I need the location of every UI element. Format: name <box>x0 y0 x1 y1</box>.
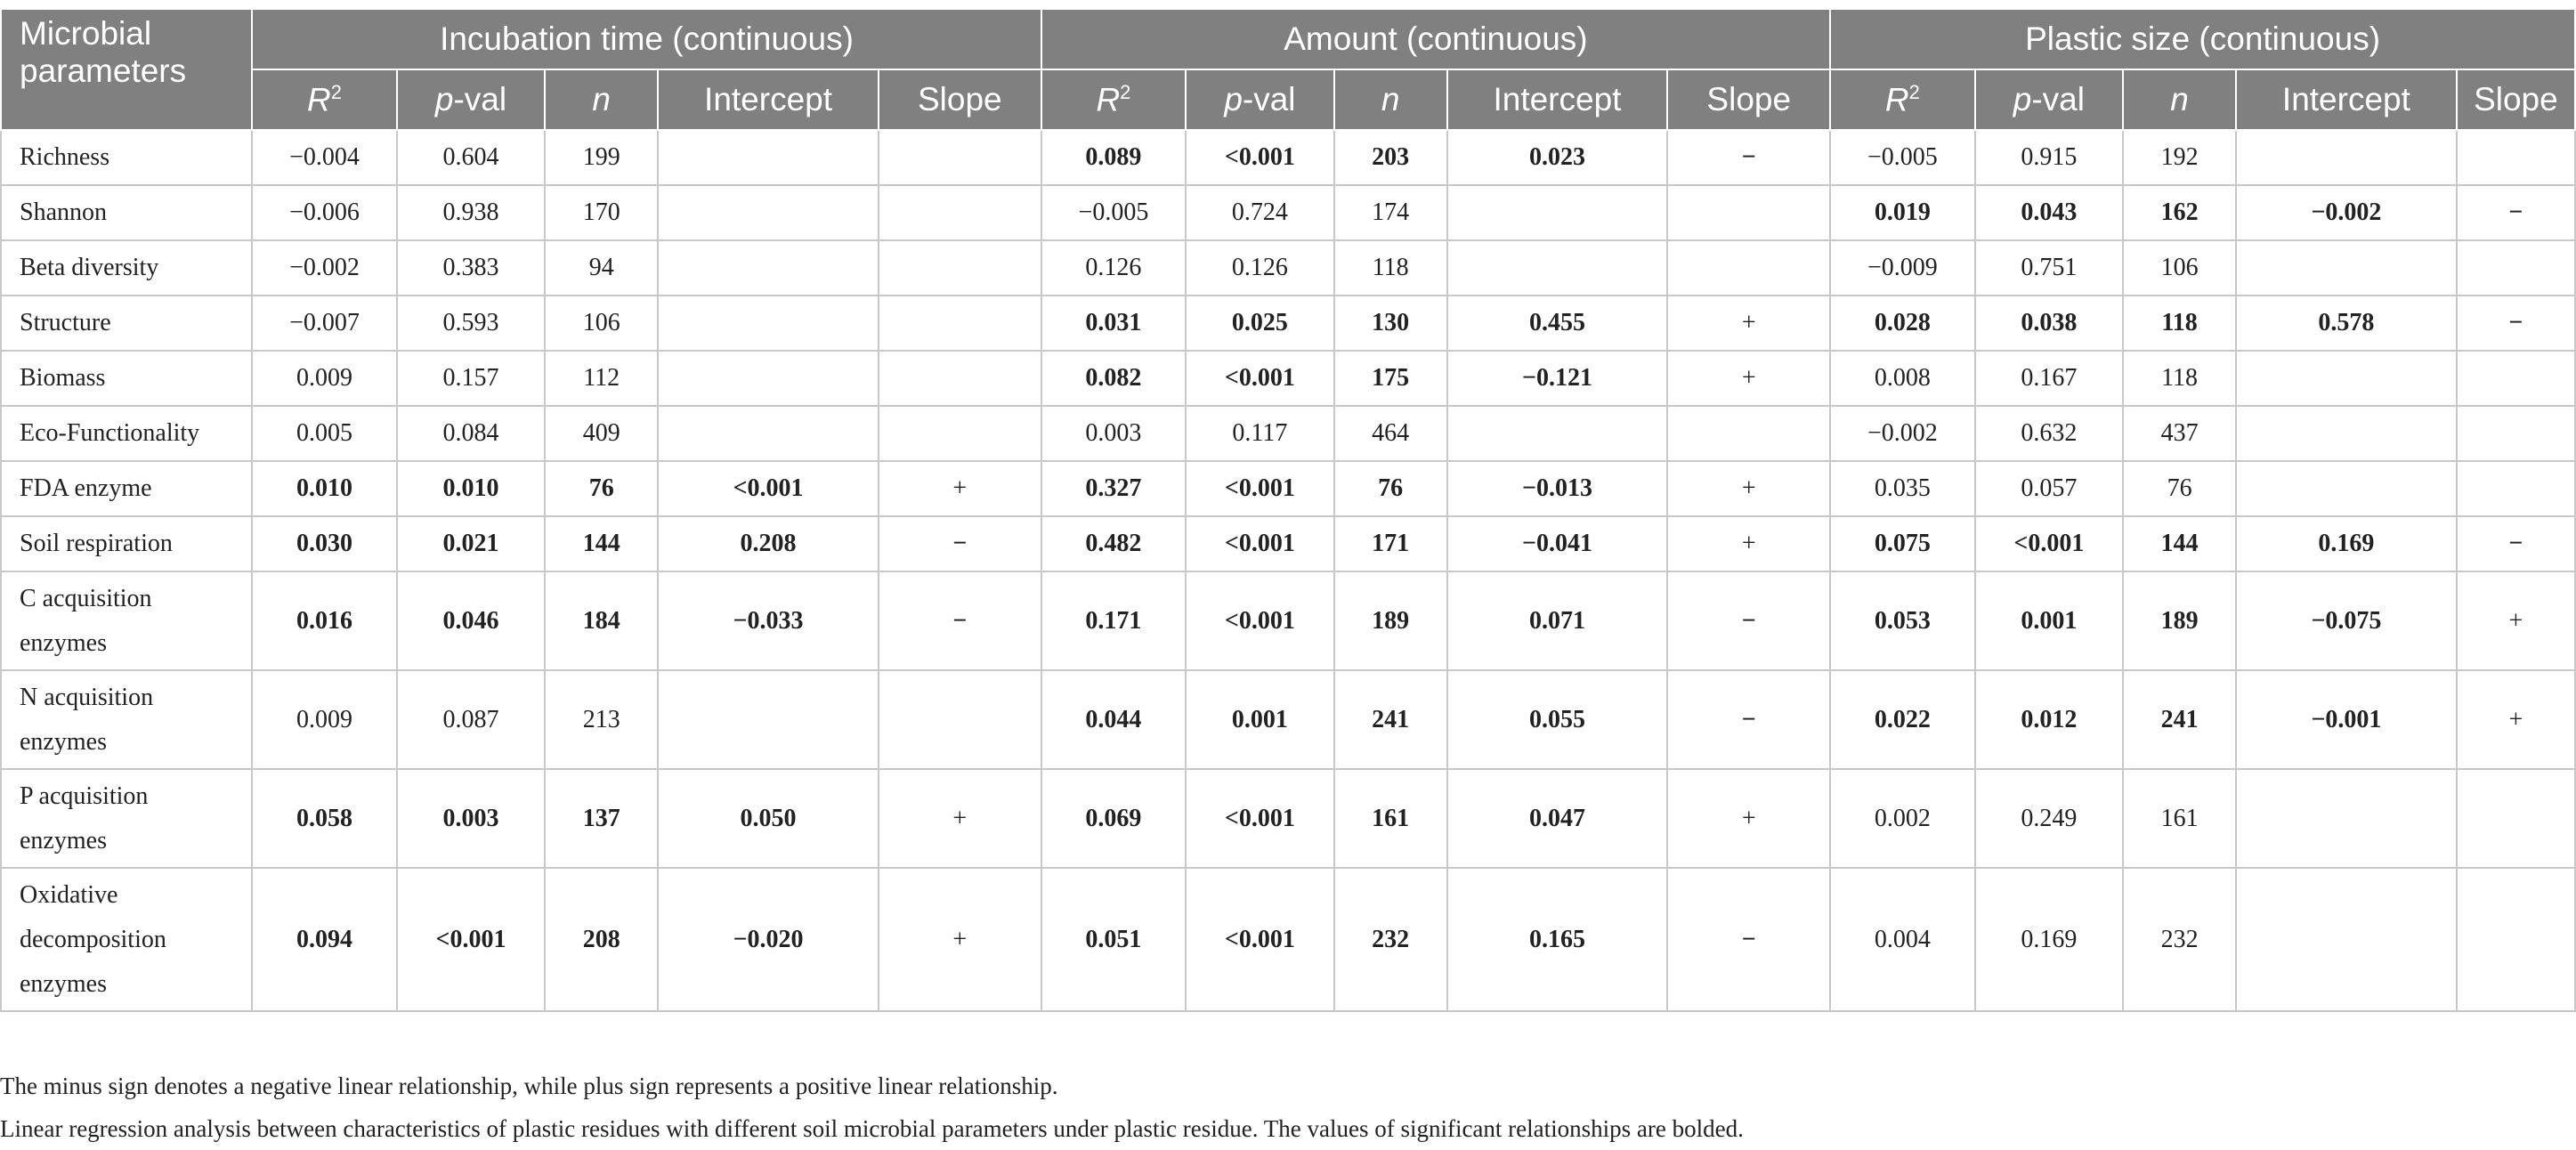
p-symbol: p <box>1224 81 1243 117</box>
table-cell: 0.021 <box>397 516 546 571</box>
table-cell: <0.001 <box>1186 130 1334 185</box>
table-cell: 184 <box>545 571 658 670</box>
table-cell: 0.455 <box>1447 296 1668 351</box>
table-cell: 76 <box>1334 461 1447 516</box>
table-cell: 0.167 <box>1975 351 2124 406</box>
subheader-r-squared <box>252 69 396 130</box>
table-cell: −0.009 <box>1830 240 1974 296</box>
group-header-plastic-size: Plastic size (continuous) <box>1830 9 2575 69</box>
table-cell: 0.009 <box>252 670 396 769</box>
table-cell: 0.043 <box>1975 185 2124 240</box>
table-cell: 0.724 <box>1186 185 1334 240</box>
table-cell: 0.001 <box>1975 571 2124 670</box>
table-cell: 106 <box>2123 240 2236 296</box>
table-cell: 0.208 <box>658 516 879 571</box>
table-cell: 144 <box>545 516 658 571</box>
table-cell <box>1447 240 1668 296</box>
table-cell: 199 <box>545 130 658 185</box>
r-symbol: R <box>307 81 331 118</box>
table-cell: − <box>1667 571 1830 670</box>
table-cell: 0.058 <box>252 769 396 868</box>
table-cell: + <box>2457 670 2575 769</box>
group-header-amount: Amount (continuous) <box>1041 9 1830 69</box>
table-cell: 118 <box>2123 296 2236 351</box>
r-symbol: R <box>1096 81 1121 118</box>
table-cell: 0.008 <box>1830 351 1974 406</box>
subheader-intercept: Intercept <box>658 69 879 130</box>
table-cell: − <box>1667 868 1830 1011</box>
table-row <box>1 868 2575 1011</box>
table-cell: 0.002 <box>1830 769 1974 868</box>
table-cell: <0.001 <box>1186 516 1334 571</box>
table-row <box>1 351 2575 406</box>
table-cell <box>879 351 1041 406</box>
table-cell: 437 <box>2123 406 2236 461</box>
row-label: Shannon <box>1 185 252 240</box>
row-label: Beta diversity <box>1 240 252 296</box>
table-cell <box>658 240 879 296</box>
table-cell: 0.578 <box>2236 296 2457 351</box>
subheader-p-value <box>1186 69 1334 130</box>
table-cell: 0.012 <box>1975 670 2124 769</box>
table-cell: + <box>879 769 1041 868</box>
table-cell <box>658 406 879 461</box>
table-cell: −0.002 <box>2236 185 2457 240</box>
table-cell: 0.157 <box>397 351 546 406</box>
table-cell: − <box>879 571 1041 670</box>
table-cell <box>2457 868 2575 1011</box>
table-cell: −0.033 <box>658 571 879 670</box>
subheader-r-squared <box>1830 69 1974 130</box>
table-cell: 0.022 <box>1830 670 1974 769</box>
table-cell: −0.001 <box>2236 670 2457 769</box>
subheader-intercept: Intercept <box>2236 69 2457 130</box>
table-cell: 0.044 <box>1041 670 1186 769</box>
table-cell <box>658 670 879 769</box>
table-cell <box>658 130 879 185</box>
table-cell: 0.016 <box>252 571 396 670</box>
table-cell: 0.169 <box>2236 516 2457 571</box>
table-cell: 0.915 <box>1975 130 2124 185</box>
table-cell: 76 <box>545 461 658 516</box>
row-label: C acquisition enzymes <box>1 571 252 670</box>
table-cell: 0.938 <box>397 185 546 240</box>
table-cell <box>879 185 1041 240</box>
table-cell: 0.010 <box>397 461 546 516</box>
subheader-n: n <box>1334 69 1447 130</box>
table-cell: 189 <box>1334 571 1447 670</box>
table-cell: 137 <box>545 769 658 868</box>
table-cell: 0.126 <box>1186 240 1334 296</box>
table-cell: 0.038 <box>1975 296 2124 351</box>
group-header-incubation-time: Incubation time (continuous) <box>252 9 1041 69</box>
table-cell: 161 <box>2123 769 2236 868</box>
table-cell: <0.001 <box>1186 769 1334 868</box>
table-cell: −0.005 <box>1830 130 1974 185</box>
table-cell <box>1447 185 1668 240</box>
table-cell: 0.082 <box>1041 351 1186 406</box>
table-cell: 409 <box>545 406 658 461</box>
table-cell: −0.007 <box>252 296 396 351</box>
table-cell: 464 <box>1334 406 1447 461</box>
row-label: Eco-Functionality <box>1 406 252 461</box>
footnote-caption: Linear regression analysis between characteristics of plastic residues with different soil microbial parameters under plastic residue. The values of significant relationships are bolded. <box>0 1115 1744 1142</box>
table-cell: 241 <box>1334 670 1447 769</box>
p-suffix: -val <box>1242 81 1296 117</box>
table-cell: −0.006 <box>252 185 396 240</box>
table-row <box>1 296 2575 351</box>
table-cell: 175 <box>1334 351 1447 406</box>
table-cell: − <box>1667 130 1830 185</box>
p-symbol: p <box>434 81 454 117</box>
table-cell: 0.004 <box>1830 868 1974 1011</box>
table-cell: − <box>2457 296 2575 351</box>
table-cell <box>658 185 879 240</box>
table-row <box>1 769 2575 868</box>
table-cell <box>2457 461 2575 516</box>
table-cell: −0.075 <box>2236 571 2457 670</box>
table-cell: 0.003 <box>1041 406 1186 461</box>
p-symbol: p <box>2013 81 2032 117</box>
row-label: P acquisition enzymes <box>1 769 252 868</box>
table-cell: −0.005 <box>1041 185 1186 240</box>
table-cell <box>2236 240 2457 296</box>
table-cell: 232 <box>2123 868 2236 1011</box>
table-cell: 203 <box>1334 130 1447 185</box>
table-cell: 0.165 <box>1447 868 1668 1011</box>
table-cell: + <box>1667 516 1830 571</box>
table-cell: + <box>2457 571 2575 670</box>
table-row <box>1 185 2575 240</box>
table-cell: 0.028 <box>1830 296 1974 351</box>
table-cell: 0.327 <box>1041 461 1186 516</box>
table-cell: −0.013 <box>1447 461 1668 516</box>
table-cell: 0.035 <box>1830 461 1974 516</box>
table-cell: 0.084 <box>397 406 546 461</box>
row-label: Structure <box>1 296 252 351</box>
table-cell <box>1667 185 1830 240</box>
table-cell: 0.025 <box>1186 296 1334 351</box>
subheader-r-squared <box>1041 69 1186 130</box>
table-cell: 0.019 <box>1830 185 1974 240</box>
subheader-slope: Slope <box>879 69 1041 130</box>
table-cell <box>2457 769 2575 868</box>
table-cell: 0.087 <box>397 670 546 769</box>
table-cell: 0.249 <box>1975 769 2124 868</box>
table-cell: 0.053 <box>1830 571 1974 670</box>
table-cell: − <box>2457 185 2575 240</box>
table-cell: 208 <box>545 868 658 1011</box>
table-row <box>1 406 2575 461</box>
table-cell: 112 <box>545 351 658 406</box>
table-cell: 0.051 <box>1041 868 1186 1011</box>
table-cell: −0.121 <box>1447 351 1668 406</box>
table-cell: − <box>1667 670 1830 769</box>
table-cell: 0.055 <box>1447 670 1668 769</box>
table-cell <box>2236 406 2457 461</box>
table-cell: 174 <box>1334 185 1447 240</box>
table-cell: 0.005 <box>252 406 396 461</box>
row-label: Richness <box>1 130 252 185</box>
p-suffix: -val <box>453 81 507 117</box>
table-cell: 170 <box>545 185 658 240</box>
table-cell <box>2457 351 2575 406</box>
table-cell: <0.001 <box>1186 461 1334 516</box>
table-cell <box>2236 769 2457 868</box>
table-cell <box>879 130 1041 185</box>
subheader-n: n <box>2123 69 2236 130</box>
table-cell <box>2457 240 2575 296</box>
table-row <box>1 571 2575 670</box>
table-cell: − <box>879 516 1041 571</box>
regression-table <box>0 8 2576 1012</box>
table-cell: + <box>1667 351 1830 406</box>
table-cell <box>2457 130 2575 185</box>
table-row <box>1 516 2575 571</box>
r-symbol: R <box>1884 81 1909 118</box>
table-cell: 0.071 <box>1447 571 1668 670</box>
table-cell <box>2236 351 2457 406</box>
table-cell: 0.094 <box>252 868 396 1011</box>
table-cell: 0.171 <box>1041 571 1186 670</box>
row-label: Biomass <box>1 351 252 406</box>
table-cell: 118 <box>1334 240 1447 296</box>
table-cell: <0.001 <box>658 461 879 516</box>
table-cell <box>1447 406 1668 461</box>
subheader-p-value <box>397 69 546 130</box>
table-cell: −0.004 <box>252 130 396 185</box>
row-label: Soil respiration <box>1 516 252 571</box>
table-footnotes <box>0 1065 1744 1150</box>
table-cell: 0.117 <box>1186 406 1334 461</box>
r-superscript: 2 <box>1120 80 1131 103</box>
table-cell: + <box>1667 461 1830 516</box>
table-cell: −0.002 <box>252 240 396 296</box>
table-cell: 0.593 <box>397 296 546 351</box>
table-cell: 232 <box>1334 868 1447 1011</box>
table-cell: −0.020 <box>658 868 879 1011</box>
table-cell: −0.002 <box>1830 406 1974 461</box>
table-cell: <0.001 <box>1186 868 1334 1011</box>
p-suffix: -val <box>2031 81 2085 117</box>
subheader-intercept: Intercept <box>1447 69 1668 130</box>
table-cell <box>879 670 1041 769</box>
table-row <box>1 670 2575 769</box>
table-cell: + <box>879 868 1041 1011</box>
table-cell: − <box>2457 516 2575 571</box>
table-cell <box>879 240 1041 296</box>
table-cell: 0.003 <box>397 769 546 868</box>
table-cell: + <box>879 461 1041 516</box>
table-cell <box>879 296 1041 351</box>
table-cell: 192 <box>2123 130 2236 185</box>
table-cell: + <box>1667 769 1830 868</box>
table-cell: 0.089 <box>1041 130 1186 185</box>
table-cell: 0.383 <box>397 240 546 296</box>
table-row <box>1 461 2575 516</box>
table-cell <box>2236 130 2457 185</box>
table-cell: <0.001 <box>1975 516 2124 571</box>
r-superscript: 2 <box>1908 80 1920 103</box>
table-row <box>1 240 2575 296</box>
row-label: Oxidative decomposition enzymes <box>1 868 252 1011</box>
table-cell: 0.482 <box>1041 516 1186 571</box>
table-cell: 0.046 <box>397 571 546 670</box>
table-cell: 189 <box>2123 571 2236 670</box>
subheader-slope: Slope <box>1667 69 1830 130</box>
table-cell <box>1667 406 1830 461</box>
table-cell: 144 <box>2123 516 2236 571</box>
table-cell: 0.050 <box>658 769 879 868</box>
subheader-n: n <box>545 69 658 130</box>
table-cell: 106 <box>545 296 658 351</box>
table-cell: 0.604 <box>397 130 546 185</box>
table-cell: 0.001 <box>1186 670 1334 769</box>
table-cell: 0.069 <box>1041 769 1186 868</box>
table-cell: <0.001 <box>397 868 546 1011</box>
table-cell <box>2236 461 2457 516</box>
table-cell: <0.001 <box>1186 351 1334 406</box>
table-cell: 130 <box>1334 296 1447 351</box>
table-cell <box>658 296 879 351</box>
table-cell: 0.075 <box>1830 516 1974 571</box>
table-cell: 118 <box>2123 351 2236 406</box>
subheader-p-value <box>1975 69 2124 130</box>
table-cell: 0.057 <box>1975 461 2124 516</box>
table-row <box>1 130 2575 185</box>
subheader-slope: Slope <box>2457 69 2575 130</box>
table-cell: 161 <box>1334 769 1447 868</box>
table-cell <box>1667 240 1830 296</box>
table-cell: 213 <box>545 670 658 769</box>
table-cell <box>658 351 879 406</box>
table-cell: 0.169 <box>1975 868 2124 1011</box>
table-cell: 0.010 <box>252 461 396 516</box>
table-cell <box>879 406 1041 461</box>
table-cell: <0.001 <box>1186 571 1334 670</box>
table-cell: 0.126 <box>1041 240 1186 296</box>
table-cell: −0.041 <box>1447 516 1668 571</box>
table-cell: 162 <box>2123 185 2236 240</box>
table-cell <box>2236 868 2457 1011</box>
table-cell: 0.047 <box>1447 769 1668 868</box>
table-cell: 0.009 <box>252 351 396 406</box>
row-header-label: Microbial parameters <box>1 9 252 130</box>
table-cell: 241 <box>2123 670 2236 769</box>
table-cell: 76 <box>2123 461 2236 516</box>
table-cell: + <box>1667 296 1830 351</box>
table-cell: 0.030 <box>252 516 396 571</box>
table-cell <box>2457 406 2575 461</box>
table-cell: 94 <box>545 240 658 296</box>
row-label: FDA enzyme <box>1 461 252 516</box>
r-superscript: 2 <box>330 80 342 103</box>
table-cell: 0.031 <box>1041 296 1186 351</box>
table-cell: 0.632 <box>1975 406 2124 461</box>
footnote-sign-legend: The minus sign denotes a negative linear relationship, while plus sign represents a positive linear relationship. <box>0 1073 1058 1099</box>
table-cell: 171 <box>1334 516 1447 571</box>
table-cell: 0.751 <box>1975 240 2124 296</box>
table-cell: 0.023 <box>1447 130 1668 185</box>
row-label: N acquisition enzymes <box>1 670 252 769</box>
